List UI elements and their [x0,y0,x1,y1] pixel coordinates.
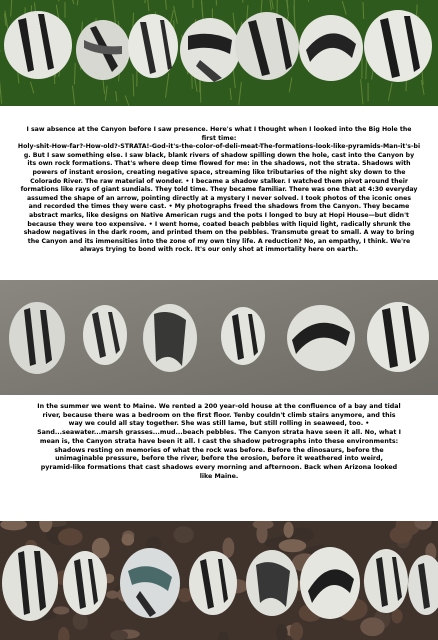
gravel-stone [173,526,193,543]
gravel-stone [53,606,69,614]
gravel-stone [256,524,267,543]
pebble-7 [364,10,432,82]
pebble-5 [235,12,299,80]
gravel-stone [284,522,294,538]
gravel-stone [279,539,307,552]
pebble-7 [364,549,408,613]
gravel-stone [360,617,385,636]
gravel-stone [390,526,413,543]
gravel-stone [58,528,83,545]
pebble-6 [300,547,360,619]
pebble-1 [4,11,72,79]
pebble-2 [63,551,107,615]
pebble-1 [9,302,65,374]
pebble-6 [299,15,363,81]
pebble-2 [76,20,130,80]
pebble-4 [189,551,237,615]
pebble-5 [246,550,298,616]
pebble-3 [128,14,178,78]
essay-paragraph-maine: In the summer we went to Maine. We rented a 200 year-old house at the confluence of a bay and tidal river, because there was a bedroom on the first floor. Tenby couldn't climb stairs anymore, and this way we could all stay together. She was still lame, but still rolling in seaweed, too. • Sand...seawater...marsh grasses...mud...beach pebbles. The Canyon strata have seen it all. No, what I mean is, the Canyon strata have been it all. I cast the shadow petrographs into these environments: shadows resting on memories of what the rock was before. Before the dinosaurs, before the unimaginable pressure, before the river, before the erosion, before it weathered into weird, pyramid-like formations that cast shadows every morning and afternoon. Back when Arizona looked like Maine. [37,403,401,480]
pebble-5 [287,305,355,371]
pebbles-on-grass-photo [0,0,438,106]
pebbles-on-gravel-photo [0,521,438,640]
pebble-3 [143,304,197,372]
pebble-2 [83,305,127,365]
pebble-3 [120,548,180,618]
grass-blade [363,2,364,19]
gravel-stone [222,537,234,557]
pebbles-on-sand-photo [0,280,438,395]
pebble-4 [180,18,240,82]
essay-paragraph-canyon: I saw absence at the Canyon before I saw presence. Here's what I thought when I looked into the Big Hole the first time: Holy-shit-How-far?-How-old?-STRATA!-God-it's-the-color-of-deli-meat-The-formations-look-like-pyramids-Man-it's-bi g. But I saw something else. I saw black, blank rivers of shadow spilling down the hole, cast into the Canyon by its own rock formations. That's where deep time flowed for me: in the shadows, not the strata. Shadows with powers of instant erosion, creating negative space, streaming like tributaries of the night sky down to the Colorado River. The raw material of wonder. • I became a shadow stalker. I watched them pivot around their formations like rays of giant sundials. They told time. They became familiar. There was one that at 4:30 everyday assumed the shape of an arrow, pointing directly at a mystery I never solved. I took photos of the iconic ones and recorded the times they were cast. • My photographs freed the shadows from the Canyon. They became abstract marks, like designs on Native American rugs and the pots I longed to buy at Hopi House—but didn't because they were too expensive. • I went home, coated beach pebbles with liquid light, radically shrunk the shadow negatives in the dark room, and printed them on the pebbles. Transmute great to small. A way to bring the Canyon and its immensities into the zone of my own tiny life. A reduction? No, an empathy, I think. We're always trying to bond with rock. It's our only shot at immortality here on earth. [17,126,421,254]
pebble-4 [221,307,265,365]
pebble-1 [2,545,58,621]
gravel-stone [122,533,135,545]
pebble-6 [367,302,429,372]
gravel-stone [106,591,119,599]
